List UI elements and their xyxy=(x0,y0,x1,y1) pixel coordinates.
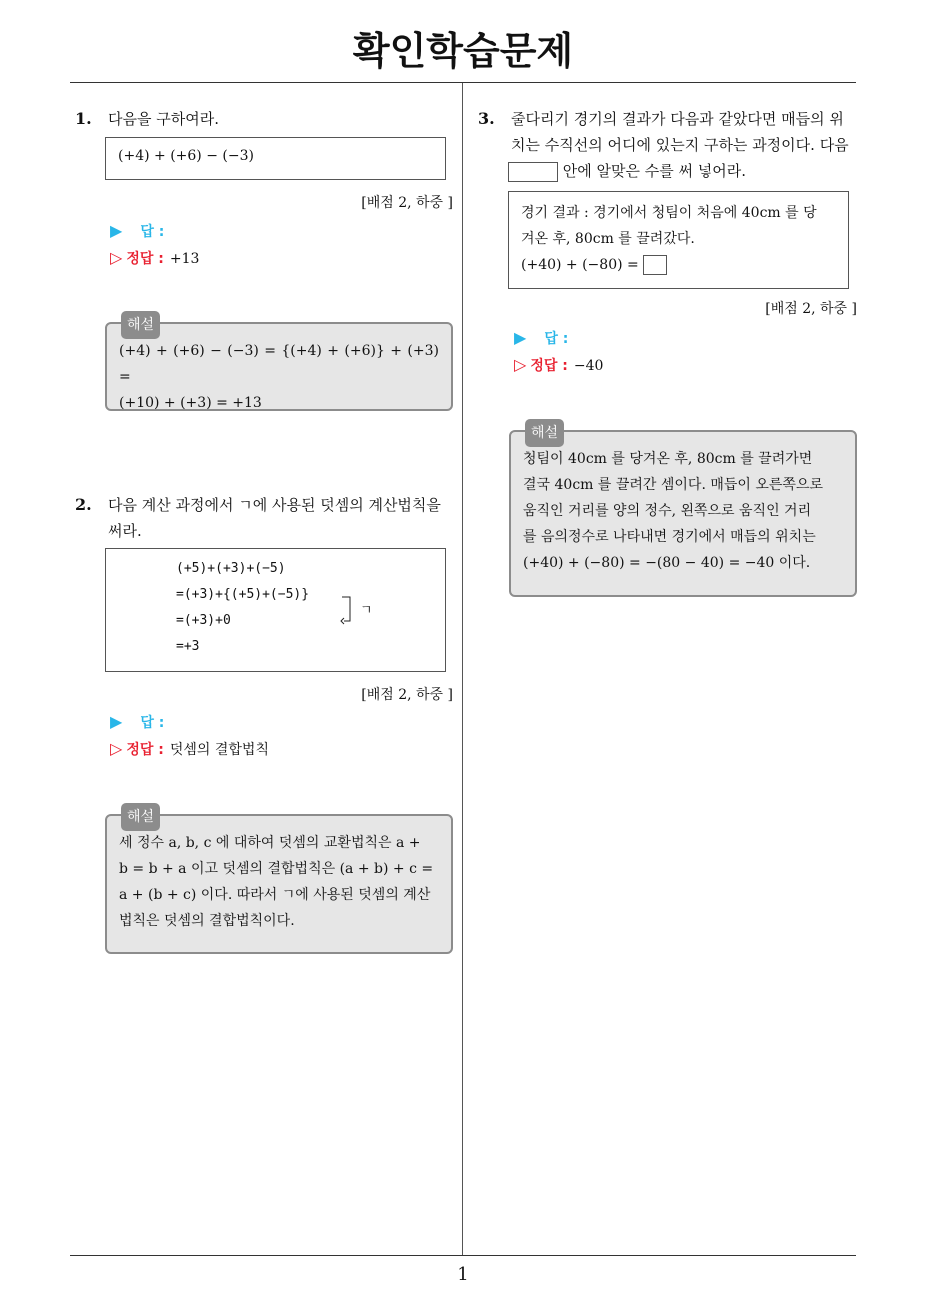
answer-line xyxy=(110,221,164,241)
correct-label: 정답 : xyxy=(126,742,164,758)
play-arrow-icon: ▶ xyxy=(110,712,123,731)
correct-answer-value: +13 xyxy=(169,251,200,267)
solution-line: 세 정수 a, b, c 에 대하여 덧셈의 교환법칙은 a + xyxy=(119,835,421,851)
question-text: 치는 수직선의 어디에 있는지 구하는 과정이다. 다음 xyxy=(511,136,849,154)
box-text: 겨온 후, 80cm 를 끌려갔다. xyxy=(521,231,695,247)
solution-line: (+10) + (+3) = +13 xyxy=(119,395,262,411)
solution-tag: 해설 xyxy=(525,419,564,447)
solution-line: 결국 40cm 를 끌려간 셈이다. 매듭이 오른쪽으로 xyxy=(523,477,823,493)
question-text: 줄다리기 경기의 결과가 다음과 같았다면 매듭의 위 xyxy=(511,110,844,128)
question-1 xyxy=(75,106,455,132)
question-number: 1. xyxy=(75,109,92,128)
question-text: 다음 계산 과정에서 ㄱ에 사용된 덧셈의 계산법칙을 xyxy=(108,496,441,514)
play-arrow-icon: ▶ xyxy=(514,328,527,347)
page-number: 1 xyxy=(457,1264,469,1285)
play-arrow-icon: ▶ xyxy=(110,221,123,240)
question-text: 안에 알맞은 수를 써 넣어라. xyxy=(562,162,747,180)
correct-label: 정답 : xyxy=(530,358,568,374)
score-meta: [배점 2, 하중 ] xyxy=(361,687,453,703)
solution-box xyxy=(509,425,857,597)
equation-blank xyxy=(643,255,667,275)
expression: (+4) + (+6) − (−3) xyxy=(118,148,254,164)
question-number: 2. xyxy=(75,495,92,514)
answer-line xyxy=(110,712,164,732)
solution-line: 법칙은 덧셈의 결합법칙이다. xyxy=(119,913,295,929)
calc-line: (+5)+(+3)+(−5) xyxy=(176,561,286,576)
answer-label: 답 : xyxy=(140,224,165,240)
correct-answer-value: 덧셈의 결합법칙 xyxy=(169,742,269,758)
score-meta: [배점 2, 하중 ] xyxy=(361,195,453,211)
solution-box xyxy=(105,809,453,954)
solution-tag: 해설 xyxy=(121,311,160,339)
question-3 xyxy=(478,106,858,184)
box-text: 경기 결과 : 경기에서 청팀이 처음에 40cm 를 당 xyxy=(521,205,817,221)
correct-answer-line xyxy=(110,248,199,268)
correct-answer-line xyxy=(110,739,269,759)
answer-line xyxy=(514,328,568,348)
question-text: 써라. xyxy=(108,522,142,540)
correct-answer-value: −40 xyxy=(573,358,604,374)
correct-answer-line xyxy=(514,355,603,375)
question-1-box xyxy=(105,137,446,180)
solution-tag: 해설 xyxy=(121,803,160,831)
outline-arrow-icon: ▷ xyxy=(110,248,123,267)
answer-blank xyxy=(508,162,558,182)
outline-arrow-icon: ▷ xyxy=(514,355,527,374)
header-rule xyxy=(70,82,856,83)
calc-marker: ㄱ xyxy=(360,603,373,618)
solution-box xyxy=(105,317,453,411)
footer-rule xyxy=(70,1255,856,1256)
calc-line: =+3 xyxy=(176,639,200,654)
solution-line: (+40) + (−80) = −(80 − 40) = −40 이다. xyxy=(523,555,811,571)
answer-label: 답 : xyxy=(140,715,165,731)
column-divider xyxy=(462,83,463,1255)
question-number: 3. xyxy=(478,109,495,128)
solution-line: 청팀이 40cm 를 당겨온 후, 80cm 를 끌려가면 xyxy=(523,451,813,467)
correct-label: 정답 : xyxy=(126,251,164,267)
question-3-box xyxy=(508,191,849,289)
solution-line: b = b + a 이고 덧셈의 결합법칙은 (a + b) + c = xyxy=(119,861,434,877)
bracket-arrow-icon xyxy=(340,595,354,625)
box-equation: (+40) + (−80) = xyxy=(521,257,639,273)
calc-line: =(+3)+{(+5)+(−5)} xyxy=(176,587,310,602)
page-title: 확인학습문제 xyxy=(352,29,574,73)
solution-line: a + (b + c) 이다. 따라서 ㄱ에 사용된 덧셈의 계산 xyxy=(119,887,431,903)
solution-line: 움직인 거리를 양의 정수, 왼쪽으로 움직인 거리 xyxy=(523,503,812,519)
solution-line: 를 음의정수로 나타내면 경기에서 매듭의 위치는 xyxy=(523,529,816,545)
solution-line: (+4) + (+6) − (−3) = {(+4) + (+6)} + (+3) = xyxy=(119,343,439,385)
answer-label: 답 : xyxy=(544,331,569,347)
question-2-box xyxy=(105,548,446,672)
question-2 xyxy=(75,492,455,544)
score-meta: [배점 2, 하중 ] xyxy=(765,301,857,317)
outline-arrow-icon: ▷ xyxy=(110,739,123,758)
calc-line: =(+3)+0 xyxy=(176,613,231,628)
question-text: 다음을 구하여라. xyxy=(108,110,219,128)
